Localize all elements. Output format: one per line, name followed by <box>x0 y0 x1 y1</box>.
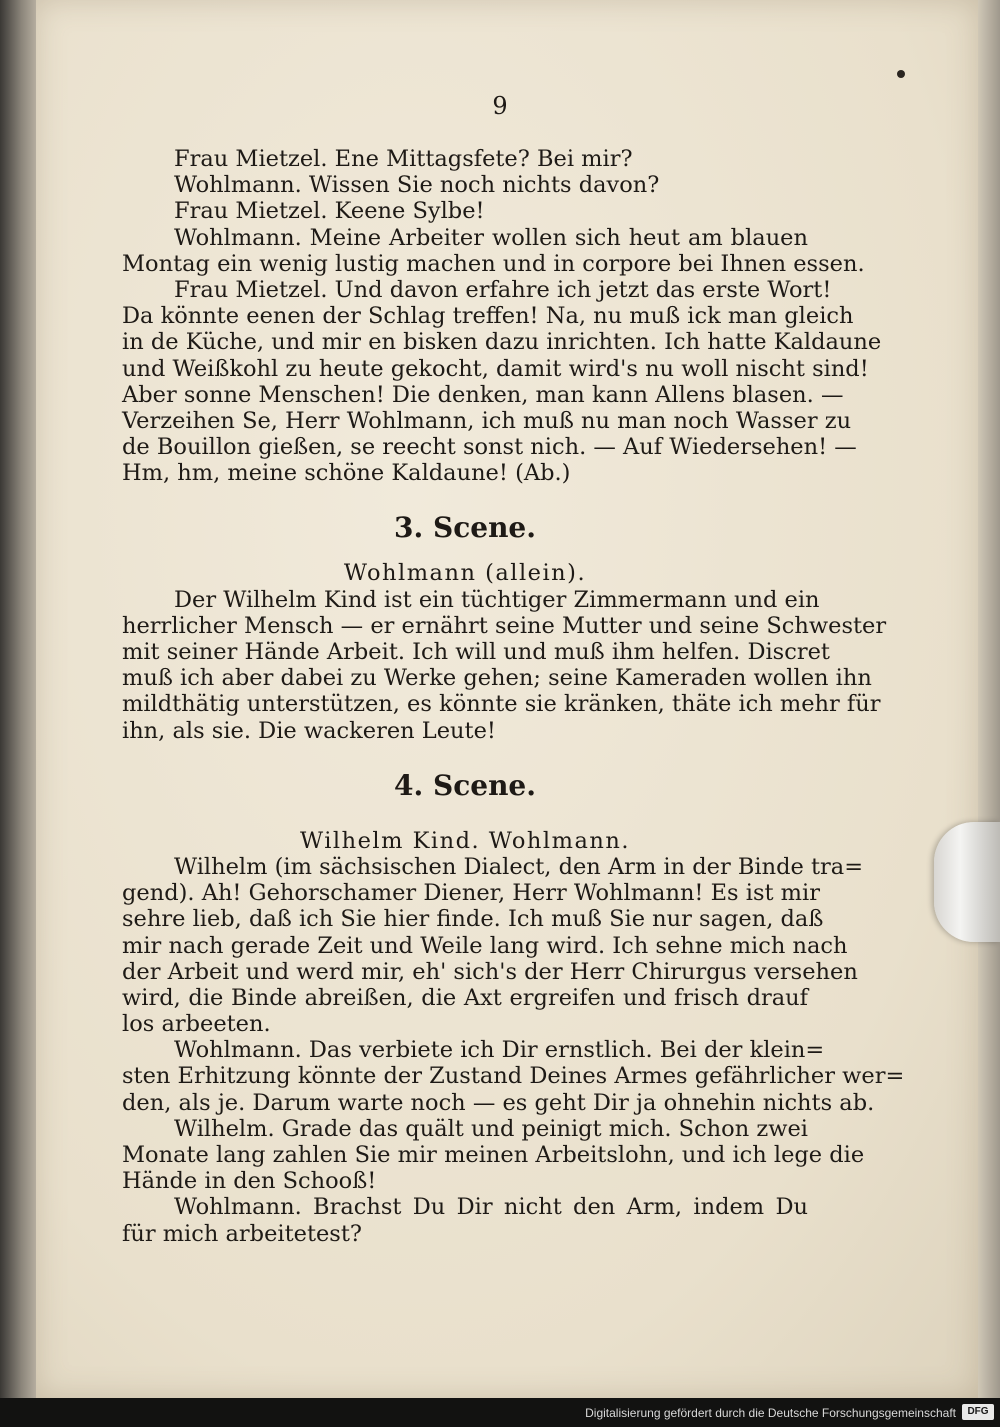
dfg-logo: DFG <box>962 1404 994 1420</box>
text-line: Wohlmann. Das verbiete ich Dir ernstlich. Bei der klein= <box>174 1037 825 1064</box>
text-line: ihn, als sie. Die wackeren Leute! <box>122 717 496 744</box>
cast-list: Wohlmann (allein). <box>343 560 587 587</box>
scene-heading: 3. Scene. <box>394 511 536 545</box>
text-line: los arbeeten. <box>122 1011 271 1038</box>
text-line: sten Erhitzung könnte der Zustand Deines Armes gefährlicher wer= <box>122 1063 905 1090</box>
text-line: in de Küche, und mir en bisken dazu inrichten. Ich hatte Kaldaune <box>122 329 882 356</box>
text-line: muß ich aber dabei zu Werke gehen; seine Kameraden wollen ihn <box>122 665 872 692</box>
footer-credit: Digitalisierung gefördert durch die Deutsche Forschungsgemeinschaft <box>585 1406 956 1420</box>
text-line: Verzeihen Se, Herr Wohlmann, ich muß nu man noch Wasser zu <box>122 407 852 434</box>
ink-spot <box>897 70 905 78</box>
page-number: 9 <box>492 92 508 120</box>
text-line: Aber sonne Menschen! Die denken, man kann Allens blasen. — <box>122 381 844 408</box>
page-text <box>122 146 905 1247</box>
text-line: Hände in den Schooß! <box>122 1168 377 1195</box>
text-line: Wohlmann. Meine Arbeiter wollen sich heut am blauen <box>174 224 808 251</box>
text-line: mit seiner Hände Arbeit. Ich will und muß ihm helfen. Discret <box>122 639 830 665</box>
right-page-edge <box>978 0 1000 1398</box>
text-line: für mich arbeitetest? <box>122 1220 362 1247</box>
text-line: Wilhelm. Grade das quält und peinigt mich. Schon zwei <box>174 1115 808 1142</box>
text-line: der Arbeit und werd mir, eh' sich's der Herr Chirurgus versehen <box>122 958 858 985</box>
text-line: Montag ein wenig lustig machen und in corpore bei Ihnen essen. <box>122 250 865 277</box>
text-line: mildthätig unterstützen, es könnte sie kränken, thäte ich mehr für <box>122 691 881 718</box>
left-page-edge <box>0 0 36 1400</box>
scene-heading: 4. Scene. <box>394 768 536 802</box>
text-line: de Bouillon gießen, se reecht sonst nich. — Auf Wiedersehen! — <box>122 434 857 461</box>
text-line: Wilhelm (im sächsischen Dialect, den Arm in der Binde tra= <box>174 853 864 880</box>
text-line: Frau Mietzel. Ene Mittagsfete? Bei mir? <box>174 146 633 172</box>
page-turn-tab[interactable] <box>934 822 1000 942</box>
text-line: Monate lang zahlen Sie mir meinen Arbeitslohn, und ich lege die <box>122 1142 865 1168</box>
text-line: Frau Mietzel. Keene Sylbe! <box>174 198 485 225</box>
text-line: sehre lieb, daß ich Sie hier finde. Ich muß Sie nur sagen, daß <box>122 906 824 933</box>
cast-list: Wilhelm Kind. Wohlmann. <box>299 827 631 854</box>
text-line: Wohlmann. Brachst Du Dir nicht den Arm, indem Du <box>174 1194 808 1221</box>
text-line: Frau Mietzel. Und davon erfahre ich jetzt das erste Wort! <box>174 276 832 303</box>
text-line: Da könnte eenen der Schlag treffen! Na, nu muß ick man gleich <box>122 303 854 330</box>
text-line: herrlicher Mensch — er ernährt seine Mutter und seine Schwester <box>122 612 887 639</box>
text-line: mir nach gerade Zeit und Weile lang wird. Ich sehne mich nach <box>122 932 848 959</box>
text-line: gend). Ah! Gehorschamer Diener, Herr Wohlmann! Es ist mir <box>122 880 820 907</box>
text-line: Der Wilhelm Kind ist ein tüchtiger Zimmermann und ein <box>174 586 820 613</box>
text-line: und Weißkohl zu heute gekocht, damit wird's nu woll nischt sind! <box>122 355 869 382</box>
text-line: Wohlmann. Wissen Sie noch nichts davon? <box>174 172 660 199</box>
text-line: den, als je. Darum warte noch — es geht Dir ja ohnehin nichts ab. <box>122 1089 875 1116</box>
text-line: Hm, hm, meine schöne Kaldaune! (Ab.) <box>122 460 571 487</box>
text-line: wird, die Binde abreißen, die Axt ergreifen und frisch drauf <box>122 984 808 1011</box>
